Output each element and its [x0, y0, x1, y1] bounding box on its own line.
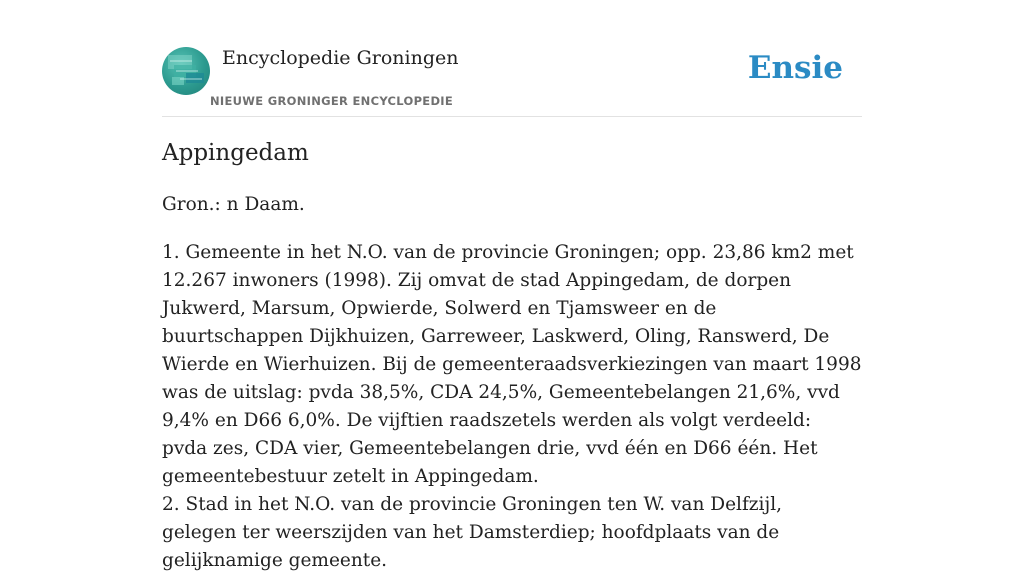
- article-paragraph-2: 2. Stad in het N.O. van de provincie Groningen ten W. van Delfzijl, gelegen ter weerszijden van het Damsterdiep; hoofdplaats van de gelijknamige gemeente.: [162, 494, 783, 571]
- article-paragraph-1: 1. Gemeente in het N.O. van de provincie Groningen; opp. 23,86 km2 met 12.267 inwoners (1998). Zij omvat de stad Appingedam, de dorpen Jukwerd, Marsum, Opwierde, Solwerd en Tjamsweer en de buurtschappen Dijkhuizen, Garreweer, Laskwerd, Oling, Ranswerd, De Wierde en Wierhuizen. Bij de gemeenteraadsverkiezingen van maart 1998 was de uitslag: pvda 38,5%, CDA 24,5%, Gemeentebelangen 21,6%, vvd 9,4% en D66 6,0%. De vijftien raadszetels werden als volgt verdeeld: pvda zes, CDA vier, Gemeentebelangen drie, vvd één en D66 één. Het gemeentebestuur zetelt in Appingedam.: [162, 242, 862, 487]
- page-container: [162, 0, 862, 571]
- site-title[interactable]: Encyclopedie Groningen: [222, 47, 459, 69]
- dialect-name: Gron.: n Daam.: [162, 194, 305, 215]
- map-thumbnail-icon[interactable]: [162, 47, 210, 95]
- site-subtitle: NIEUWE GRONINGER ENCYCLOPEDIE: [210, 94, 454, 108]
- site-header: [162, 0, 862, 117]
- article-body: [162, 239, 862, 575]
- brand-logo[interactable]: Ensie: [747, 50, 843, 86]
- article-title: Appingedam: [162, 140, 309, 166]
